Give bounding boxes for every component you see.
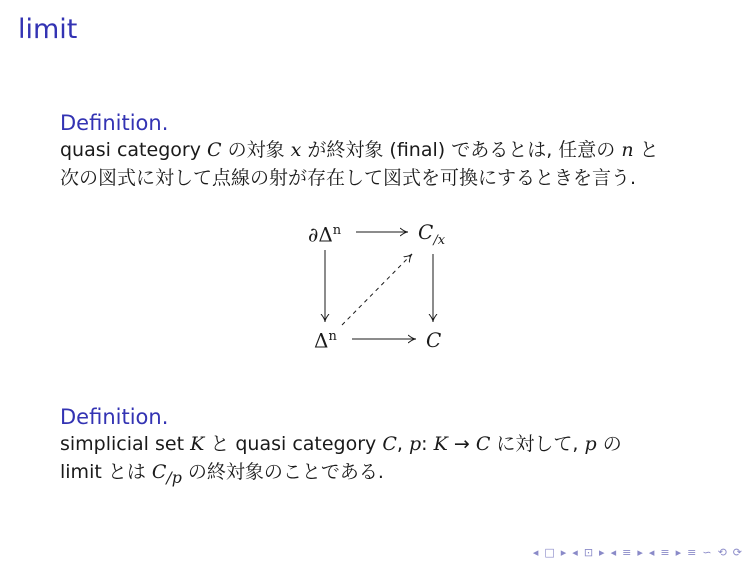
nav-icon-prev-frame[interactable]: ◂: [532, 546, 539, 559]
math-n: n: [621, 139, 634, 161]
commutative-diagram: [290, 210, 480, 360]
definition-title: Definition.: [60, 111, 169, 135]
nav-icon-frame[interactable]: □: [544, 546, 555, 559]
definition-body: [60, 136, 720, 192]
frame-title: limit: [18, 14, 78, 45]
nav-icon-next-doc[interactable]: ▸: [675, 546, 682, 559]
nav-icon-search[interactable]: ∽: [702, 546, 712, 559]
text: と: [633, 139, 659, 161]
node-boundary-simplex: $\partial\Delta^n$: [308, 222, 342, 247]
nav-icon-doc[interactable]: ≡: [660, 546, 670, 559]
nav-icon-next-frame[interactable]: ▸: [560, 546, 567, 559]
text: の対象: [221, 139, 291, 161]
nav-icon-subsection[interactable]: ⊡: [583, 546, 594, 559]
definition-block-final: [60, 110, 720, 192]
nav-icon-section[interactable]: ≡: [622, 546, 632, 559]
node-simplex: $\Delta^n$: [314, 328, 337, 353]
node-category: C: [426, 328, 442, 352]
nav-icon-prev-section[interactable]: ◂: [610, 546, 617, 559]
nav-icon-toc[interactable]: ≡: [687, 546, 697, 559]
math-C: C: [206, 139, 222, 161]
text: が終対象 (final) であるとは, 任意の: [301, 139, 622, 161]
nav-icon-forward[interactable]: ⟳: [732, 546, 742, 559]
arrow-dashed-lift: [342, 254, 412, 325]
definition-block-limit: [60, 404, 720, 492]
node-slice-category: $C_{/x}$: [418, 220, 446, 248]
nav-icon-back[interactable]: ⟲: [717, 546, 727, 559]
beamer-navigation: [533, 546, 742, 559]
text: 次の図式に対して点線の射が存在して図式を可換にするときを言う.: [60, 167, 637, 189]
nav-icon-next-subsection[interactable]: ▸: [599, 546, 605, 559]
diagram-arrows: [290, 210, 480, 360]
definition-title: Definition.: [60, 405, 169, 429]
definition-body: simplicial set K と quasi category C, p: K → C に対して, p の limit とは $C_{/p}$ の終対象のことである.: [60, 433, 622, 487]
nav-icon-next-section[interactable]: ▸: [637, 546, 643, 559]
nav-icon-prev-doc[interactable]: ◂: [648, 546, 655, 559]
text: quasi category: [60, 139, 207, 161]
math-x: x: [290, 139, 302, 161]
nav-icon-prev-subsection[interactable]: ◂: [572, 546, 578, 559]
